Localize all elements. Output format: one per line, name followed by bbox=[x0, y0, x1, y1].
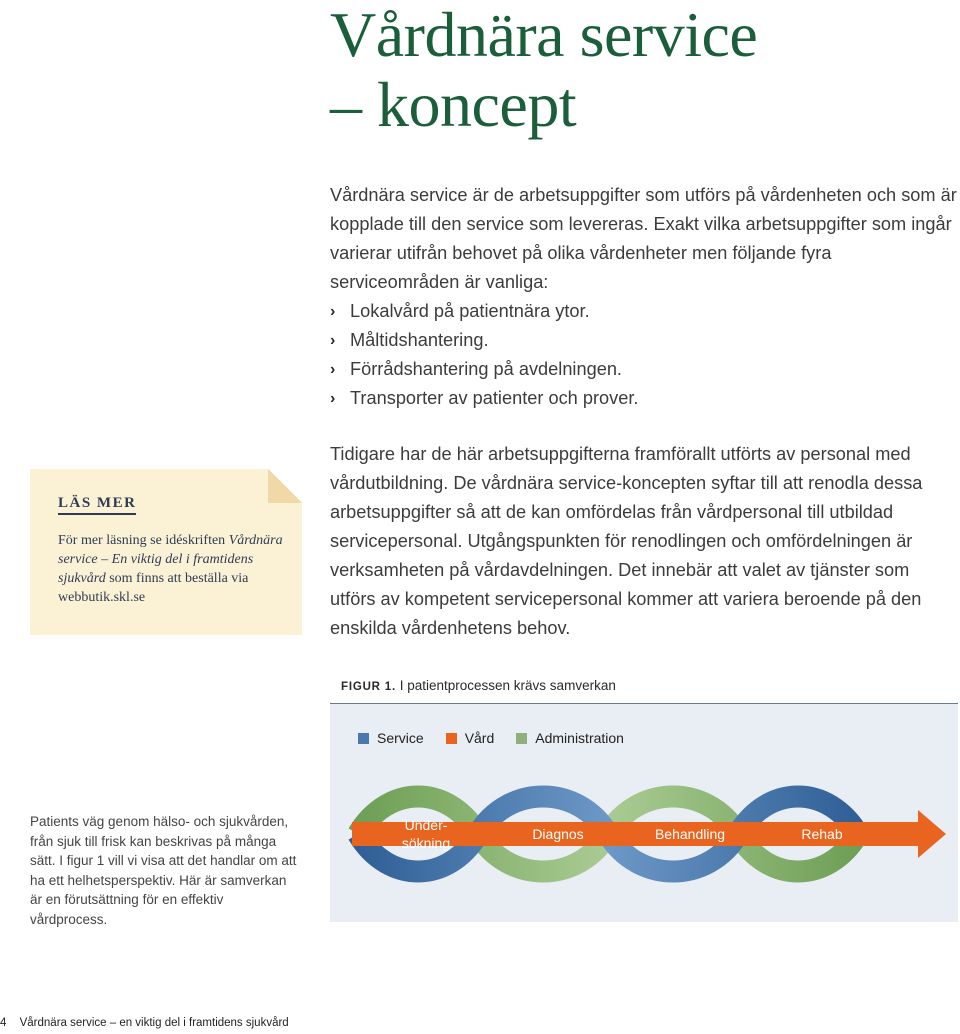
read-more-note bbox=[30, 469, 302, 635]
publication-title: Vårdnära service – En viktig del i framtidens sjukvård bbox=[58, 533, 283, 586]
note-text: För mer läsning se idéskriften Vårdnära service – En viktig del i framtidens sjukvård som finns att beställa via webbutik.skl.se bbox=[58, 533, 283, 605]
legend-swatch bbox=[358, 733, 369, 744]
legend-item-vard: Vård bbox=[446, 730, 495, 746]
page-fold-corner bbox=[268, 469, 302, 503]
figure-caption bbox=[341, 678, 616, 693]
list-item: › Transporter av patienter och prover. bbox=[330, 384, 958, 413]
note-heading: LÄS MER bbox=[58, 495, 136, 512]
legend-swatch bbox=[516, 733, 527, 744]
patient-process-diagram bbox=[330, 764, 958, 914]
stage-behandling: Behandling bbox=[654, 826, 726, 842]
chevron-right-icon: › bbox=[330, 390, 336, 407]
figure-label: FIGUR 1. bbox=[341, 681, 396, 693]
chevron-right-icon: › bbox=[330, 361, 336, 378]
stage-diagnos: Diagnos bbox=[532, 826, 584, 842]
figure-caption-text: I patientprocessen krävs samverkan bbox=[399, 678, 616, 693]
legend-item-administration: Administration bbox=[516, 730, 624, 746]
figure-legend bbox=[358, 730, 624, 746]
legend-swatch bbox=[446, 733, 457, 744]
list-item: › Förrådshantering på avdelningen. bbox=[330, 355, 958, 384]
list-item: › Lokalvård på patientnära ytor. bbox=[330, 297, 958, 326]
body-paragraph-2: Tidigare har de här arbetsuppgifterna framförallt utförts av personal med vårdutbildning. De vårdnära service-koncepten syftar till att renodla dessa arbetsuppgifter så att de kan omfördelas från vårdpersonal till utbildad servicepersonal. Utgångspunkten för renodlingen och omfördelningen är verksamheten på vårdavdelningen. Det innebär att valet av tjänster som utförs av kompetent servicepersonal kommer att variera beroende på den enskilda vårdenhetens behov. bbox=[330, 444, 923, 638]
page-footer bbox=[0, 1017, 289, 1029]
service-area-list bbox=[330, 297, 958, 413]
intro-paragraph: Vårdnära service är de arbetsuppgifter som utförs på vårdenheten och som är kopplade till den service som levereras. Exakt vilka arbetsuppgifter som ingår varierar utifrån behovet på olika vårdenheter men följande fyra serviceområden är vanliga: bbox=[330, 185, 957, 292]
intro-section bbox=[330, 181, 958, 413]
stage-rehab: Rehab bbox=[801, 826, 843, 842]
page-title bbox=[330, 0, 757, 140]
title-line-1: Vårdnära service bbox=[330, 0, 758, 70]
legend-item-service: Service bbox=[358, 730, 424, 746]
figure-side-caption: Patients väg genom hälso- och sjukvården, från sjuk till frisk kan beskrivas på många sätt. I figur 1 vill vi visa att det handlar om att ha ett helhetsperspektiv. Här är samverkan är en förutsättning för en effektiv vårdprocess. bbox=[30, 814, 297, 927]
stage-undersokning: Under-sökning bbox=[401, 817, 451, 851]
list-item: › Måltidshantering. bbox=[330, 326, 958, 355]
footer-text: Vårdnära service – en viktig del i framtidens sjukvård bbox=[19, 1017, 289, 1029]
figure-panel bbox=[330, 704, 958, 922]
chevron-right-icon: › bbox=[330, 303, 336, 320]
chevron-right-icon: › bbox=[330, 332, 336, 349]
title-line-2: – koncept bbox=[330, 69, 577, 140]
page-number: 4 bbox=[0, 1017, 7, 1029]
